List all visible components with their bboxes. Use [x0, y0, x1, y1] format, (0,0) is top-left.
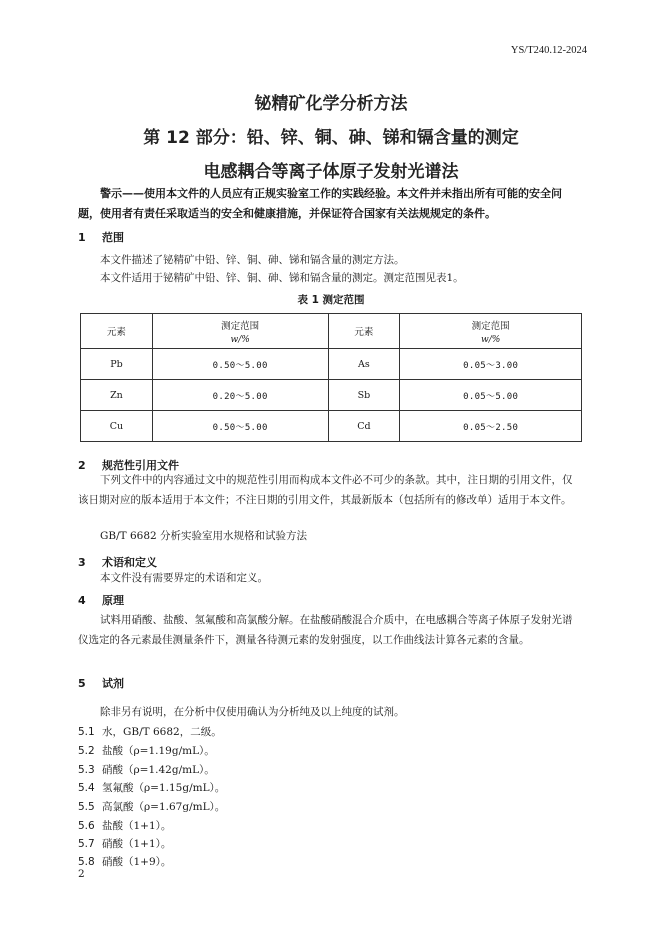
table-caption: 表 1 测定范围 — [297, 294, 365, 306]
section-4-para-1: 试料用硝酸、盐酸、氢氟酸和高氯酸分解。在盐酸硝酸混合介质中，在电感耦合等离子体原子发射光谱仪选定的各元素最佳测量条件下，测量各待测元素的发射强度，以工作曲线法计算各元素的含量。 — [78, 614, 573, 646]
reagent-number: 5.6 — [78, 820, 95, 832]
section-title: 原理 — [102, 594, 124, 607]
section-number: 3 — [78, 556, 86, 569]
reagent-text: 高氯酸（ρ=1.67g/mL）。 — [102, 801, 226, 813]
document-title: 铋精矿化学分析方法 — [254, 94, 408, 114]
header-element: 元素 — [328, 314, 400, 349]
section-5-heading — [78, 675, 124, 691]
reagent-text: 硝酸（ρ=1.42g/mL）。 — [102, 764, 215, 776]
section-number: 1 — [78, 231, 86, 244]
reagent-item — [78, 762, 215, 777]
header-range-label: 测定范围 — [471, 320, 510, 332]
table-row — [81, 349, 582, 380]
measurement-range-table — [80, 313, 582, 442]
table-row — [81, 380, 582, 411]
normative-reference: GB/T 6682 分析实验室用水规格和试验方法 — [100, 530, 308, 542]
section-5-para-1: 除非另有说明，在分析中仅使用确认为分析纯及以上纯度的试剂。 — [100, 706, 405, 718]
safety-warning: 警示——使用本文件的人员应有正规实验室工作的实践经验。本文件并未指出所有可能的安全问题，使用者有责任采取适当的安全和健康措施，并保证符合国家有关法规规定的条件。 — [78, 187, 562, 220]
reagent-number: 5.8 — [78, 856, 95, 868]
reagent-text: 盐酸（ρ=1.19g/mL）。 — [102, 745, 215, 757]
section-title: 术语和定义 — [102, 556, 157, 569]
reagent-number: 5.4 — [78, 782, 95, 794]
element-cell: Sb — [328, 380, 400, 411]
section-number: 2 — [78, 459, 86, 472]
section-1-para-2: 本文件适用于铋精矿中铅、锌、铜、砷、锑和镉含量的测定。测定范围见表1。 — [100, 272, 464, 284]
range-cell: 0.20～5.00 — [152, 380, 328, 411]
reagent-text: 盐酸（1+1）。 — [102, 820, 172, 832]
part-title: 第 12 部分：铅、锌、铜、砷、锑和镉含量的测定 — [143, 128, 519, 148]
section-title: 规范性引用文件 — [102, 459, 179, 472]
header-range — [400, 314, 582, 349]
reagent-text: 氢氟酸（ρ=1.15g/mL）。 — [102, 782, 226, 794]
element-cell: Cu — [81, 411, 153, 442]
range-cell: 0.05～3.00 — [400, 349, 582, 380]
reagent-item — [78, 836, 171, 851]
standard-number: YS/T240.12-2024 — [510, 45, 587, 56]
reagent-item — [78, 743, 215, 758]
reagent-item — [78, 854, 171, 869]
element-cell: Cd — [328, 411, 400, 442]
reagent-text: 水，GB/T 6682，二级。 — [102, 726, 222, 738]
reagent-number: 5.5 — [78, 801, 95, 813]
section-2-para-1: 下列文件中的内容通过文中的规范性引用而构成本文件必不可少的条款。其中，注日期的引用文件，仅该日期对应的版本适用于本文件；不注日期的引用文件，其最新版本（包括所有的修改单）适用于本文件。 — [78, 474, 573, 506]
reagent-item — [78, 799, 225, 814]
reagent-number: 5.3 — [78, 764, 95, 776]
element-cell: As — [328, 349, 400, 380]
range-cell: 0.05～2.50 — [400, 411, 582, 442]
reagent-text: 硝酸（1+1）。 — [102, 838, 172, 850]
section-4-heading — [78, 592, 124, 608]
header-range — [152, 314, 328, 349]
reagent-number: 5.2 — [78, 745, 95, 757]
header-range-label: 测定范围 — [221, 320, 260, 332]
reagent-item — [78, 724, 222, 739]
method-title: 电感耦合等离子体原子发射光谱法 — [203, 162, 459, 182]
section-1-para-1: 本文件描述了铋精矿中铅、锌、铜、砷、锑和镉含量的测定方法。 — [100, 254, 405, 266]
reagent-number: 5.1 — [78, 726, 95, 738]
header-unit: w/% — [481, 334, 501, 345]
element-cell: Zn — [81, 380, 153, 411]
section-number: 5 — [78, 677, 86, 690]
section-title: 范围 — [102, 231, 124, 244]
reagent-text: 硝酸（1+9）。 — [102, 856, 172, 868]
header-element: 元素 — [81, 314, 153, 349]
element-cell: Pb — [81, 349, 153, 380]
page-number: 2 — [78, 868, 85, 880]
header-unit: w/% — [230, 334, 250, 345]
range-cell: 0.05～5.00 — [400, 380, 582, 411]
range-cell: 0.50～5.00 — [152, 349, 328, 380]
section-3-para-1: 本文件没有需要界定的术语和定义。 — [100, 572, 268, 584]
table-row — [81, 411, 582, 442]
reagent-item — [78, 780, 225, 795]
range-cell: 0.50～5.00 — [152, 411, 328, 442]
reagent-number: 5.7 — [78, 838, 95, 850]
section-number: 4 — [78, 594, 86, 607]
section-title: 试剂 — [102, 677, 124, 690]
reagent-item — [78, 818, 171, 833]
table-header-row — [81, 314, 582, 349]
section-1-heading — [78, 229, 124, 245]
